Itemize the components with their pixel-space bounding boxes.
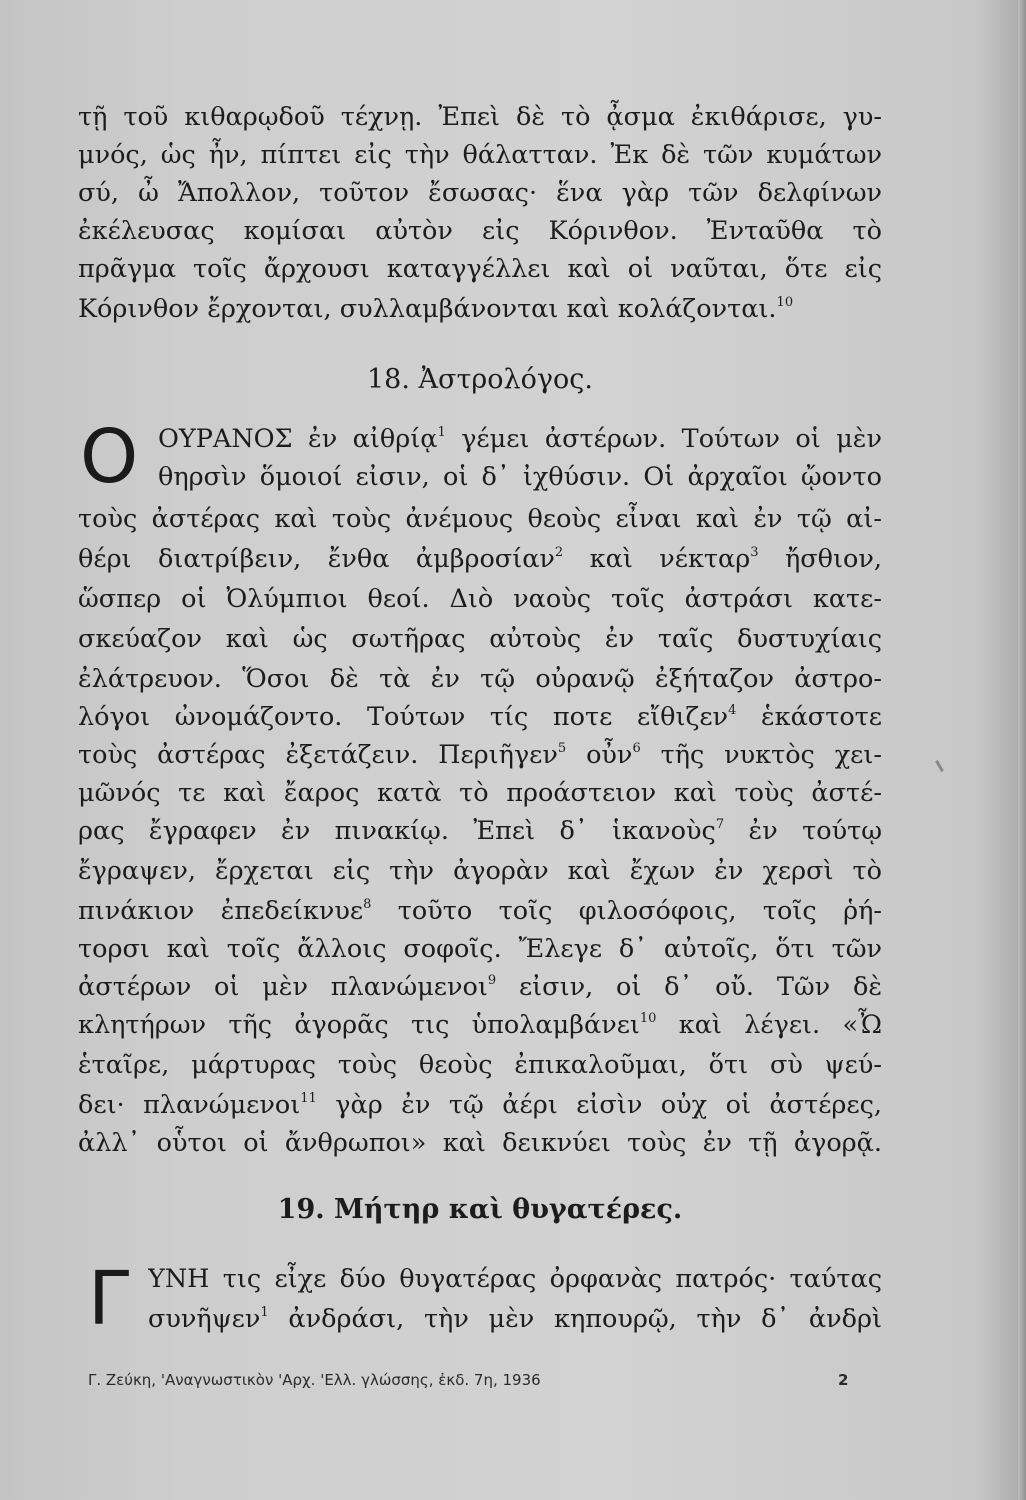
text-line [78,892,882,930]
text-line [78,290,858,328]
text-line [78,698,882,736]
text-segment: οὖν [566,740,633,770]
text-segment: ΟΥΡΑΝΟΣ ἐν αἰθρίᾳ [158,424,438,454]
text-line: μῶνός τε καὶ ἔαρος κατὰ τὸ προάστειον καὶ τοὺς ἀστέ- [78,778,882,808]
text-line: σύ, ὦ Ἄπολλον, τοῦτον ἔσωσας· ἕνα γὰρ τῶν δελφίνων [78,178,882,208]
footnote-marker: 10 [639,1011,657,1026]
text-segment: τοὺς ἀστέρας ἐξετάζειν. Περιῆγεν [78,740,558,770]
text-line: ἔγραψεν, ἔρχεται εἰς τὴν ἀγορὰν καὶ ἔχων ἐν χερσὶ τὸ [78,856,882,886]
text-line: πρᾶγμα τοῖς ἄρχουσι καταγγέλλει καὶ οἱ ναῦται, ὅτε εἰς [78,254,882,284]
text-segment: τοῦτο τοῖς φιλοσόφοις, τοῖς ῥή- [371,896,882,926]
text-line: τορσι καὶ τοῖς ἄλλοις σοφοῖς. Ἔλεγε δ᾽ αὐτοῖς, ὅτι τῶν [78,934,882,964]
text-line: ἑταῖρε, μάρτυρας τοὺς θεοὺς ἐπικαλοῦμαι, ὅτι σὺ ψεύ- [78,1050,882,1080]
text-line: ἀλλ᾽ οὗτοι οἱ ἄνθρωποι» καὶ δεικνύει τοὺς ἐν τῇ ἀγορᾷ. [78,1128,882,1158]
text-segment: θέρι διατρίβειν, ἔνθα ἀμβροσίαν [78,544,555,574]
text-line: σκεύαζον καὶ ὡς σωτῆρας αὐτοὺς ἐν ταῖς δυστυχίαις [78,624,882,654]
text-line [78,1006,882,1044]
text-segment: δει· πλανώμενοι [78,1090,301,1120]
text-segment: ἤσθιον, [758,544,882,574]
text-segment: πινάκιον ἐπεδείκνυε [78,896,364,926]
text-segment: γέμει ἀστέρων. Τούτων οἱ μὲν [445,424,882,454]
footnote-marker: 11 [300,1091,317,1106]
footnote-marker: 3 [750,545,759,560]
text-segment: γὰρ ἐν τῷ ἀέρι εἰσὶν οὐχ οἱ ἀστέρες, [316,1090,882,1120]
text-line: ΥΝΗ τις εἶχε δύο θυγατέρας ὀρφανὰς πατρός· ταύτας [148,1264,882,1294]
footnote-marker: 10 [776,295,794,310]
drop-cap: Γ [88,1256,130,1342]
footnote-marker: 7 [715,817,725,832]
text-line: ἐκέλευσας κομίσαι αὐτὸν εἰς Κόρινθον. Ἐνταῦθα τὸ [78,216,882,246]
text-segment: συνῆψεν [148,1304,261,1334]
text-segment: Κόρινθον ἔρχονται, συλλαμβάνονται καὶ κολάζονται. [78,294,777,324]
page-number: 2 [838,1371,849,1389]
text-segment: τῆς νυκτὸς χει- [640,740,882,770]
text-line: θηρσὶν ὅμοιοί εἰσιν, οἱ δ᾽ ἰχθύσιν. Οἱ ἀρχαῖοι ᾤοντο [158,462,882,492]
page-edge [1018,0,1026,1500]
footnote-marker: 6 [632,741,641,756]
text-segment: καὶ νέκταρ [563,544,751,574]
section-heading-18: 18. Ἀστρολόγος. [367,364,593,395]
text-segment: κλητήρων τῆς ἀγορᾶς τις ὑπολαμβάνει [78,1010,640,1040]
text-segment: λόγοι ὠνομάζοντο. Τούτων τίς ποτε εἴθιζεν [78,702,729,732]
text-line [158,420,882,458]
footnote-marker: 8 [363,897,372,912]
footer-source: Γ. Ζεύκη, 'Αναγνωστικὸν 'Αρχ. 'Ελλ. γλώσσης, ἐκδ. 7η, 1936 [88,1371,541,1389]
footnote-marker: 5 [557,741,567,756]
footnote-marker: 1 [260,1305,269,1320]
text-segment: καὶ λέγει. «Ὦ [656,1010,882,1040]
text-segment: ρας ἔγραφεν ἐν πινακίῳ. Ἐπεὶ δ᾽ ἱκανοὺς [78,816,716,846]
text-line: ὥσπερ οἱ Ὀλύμπιοι θεοί. Διὸ ναοὺς τοῖς ἀστράσι κατε- [78,584,882,614]
ink-speck [935,760,944,772]
text-segment: ἀστέρων οἱ μὲν πλανώμενοι [78,972,488,1002]
text-line: τοὺς ἀστέρας καὶ τοὺς ἀνέμους θεοὺς εἶναι καὶ ἐν τῷ αἰ- [78,504,882,534]
text-line [78,736,882,774]
text-line [78,540,882,578]
text-line [148,1300,882,1338]
text-line [78,812,882,850]
text-line [78,968,882,1006]
text-segment: ἑκάστοτε [736,702,882,732]
footnote-marker: 9 [487,973,497,988]
text-line: μνός, ὡς ἦν, πίπτει εἰς τὴν θάλατταν. Ἐκ δὲ τῶν κυμάτων [78,140,882,170]
section-heading-19: 19. Μήτηρ καὶ θυγατέρες. [277,1194,683,1225]
footnote-marker: 2 [554,545,564,560]
text-segment: ἐν τούτῳ [724,816,882,846]
text-line: τῇ τοῦ κιθαρῳδοῦ τέχνῃ. Ἐπεὶ δὲ τὸ ᾆσμα ἐκιθάρισε, γυ- [78,102,882,132]
footnote-marker: 4 [728,703,737,718]
text-line [78,1086,882,1124]
drop-cap: Ο [80,414,139,500]
text-segment: εἰσιν, οἱ δ᾽ οὔ. Τῶν δὲ [496,972,882,1002]
text-segment: ἀνδράσι, τὴν μὲν κηπουρῷ, τὴν δ᾽ ἀνδρὶ [268,1304,882,1334]
footnote-marker: 1 [437,425,446,440]
text-line: ἐλάτρευον. Ὅσοι δὲ τὰ ἐν τῷ οὐρανῷ ἐξήταζον ἀστρο- [78,664,882,694]
